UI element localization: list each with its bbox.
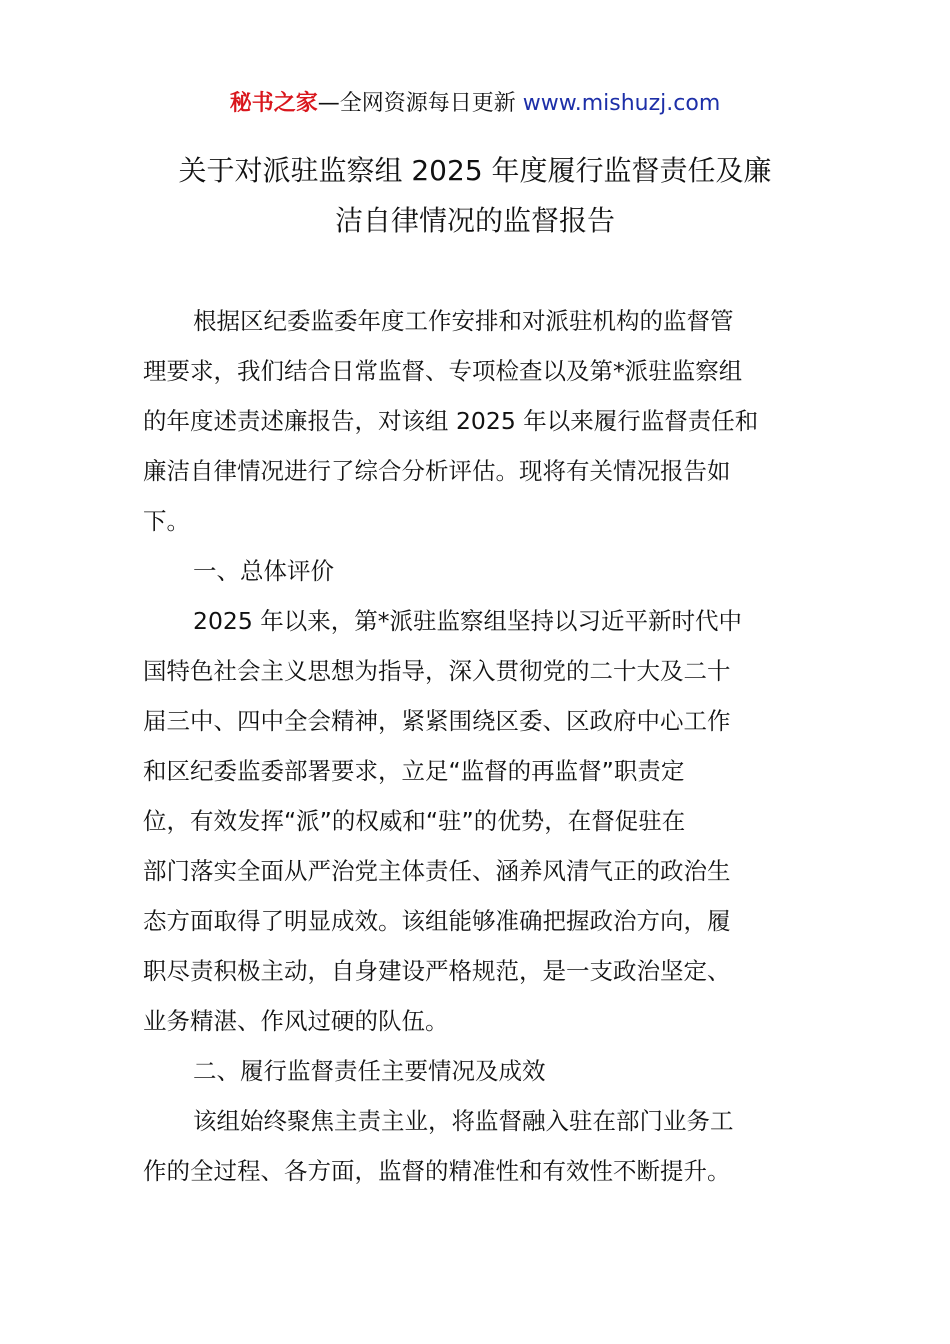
body-line: 的年度述责述廉报告，对该组 2025 年以来履行监督责任和	[143, 407, 759, 435]
site-header	[0, 88, 950, 120]
body-line: 态方面取得了明显成效。该组能够准确把握政治方向，履	[143, 907, 731, 935]
document-title	[100, 146, 850, 246]
header-tagline: —全网资源每日更新	[317, 91, 516, 116]
body-line: 业务精湛、作风过硬的队伍。	[143, 1007, 449, 1035]
body-line: 届三中、四中全会精神，紧紧围绕区委、区政府中心工作	[143, 707, 731, 735]
section-heading-1: 一、总体评价	[193, 557, 334, 585]
title-line-1: 关于对派驻监察组 2025 年度履行监督责任及廉	[178, 154, 772, 187]
brand-name: 秘书之家	[229, 91, 318, 116]
body-line: 作的全过程、各方面，监督的精准性和有效性不断提升。	[143, 1157, 731, 1185]
section-heading-2: 二、履行监督责任主要情况及成效	[193, 1057, 546, 1085]
body-line: 理要求，我们结合日常监督、专项检查以及第*派驻监察组	[143, 357, 743, 385]
body-line: 2025 年以来，第*派驻监察组坚持以习近平新时代中	[193, 607, 743, 635]
body-line: 部门落实全面从严治党主体责任、涵养风清气正的政治生	[143, 857, 731, 885]
body-line: 和区纪委监委部署要求，立足“监督的再监督”职责定	[143, 757, 685, 785]
body-line: 该组始终聚焦主责主业，将监督融入驻在部门业务工	[193, 1107, 734, 1135]
body-line: 根据区纪委监委年度工作安排和对派驻机构的监督管	[193, 307, 734, 335]
document-body	[143, 296, 811, 1196]
body-line: 国特色社会主义思想为指导，深入贯彻党的二十大及二十	[143, 657, 731, 685]
body-line: 位，有效发挥“派”的权威和“驻”的优势，在督促驻在	[143, 807, 686, 835]
title-line-2: 洁自律情况的监督报告	[334, 204, 615, 237]
site-url-link[interactable]: www.mishuzj.com	[522, 91, 721, 116]
body-line: 下。	[143, 507, 190, 535]
body-line: 廉洁自律情况进行了综合分析评估。现将有关情况报告如	[143, 457, 731, 485]
body-line: 职尽责积极主动，自身建设严格规范，是一支政治坚定、	[143, 957, 731, 985]
